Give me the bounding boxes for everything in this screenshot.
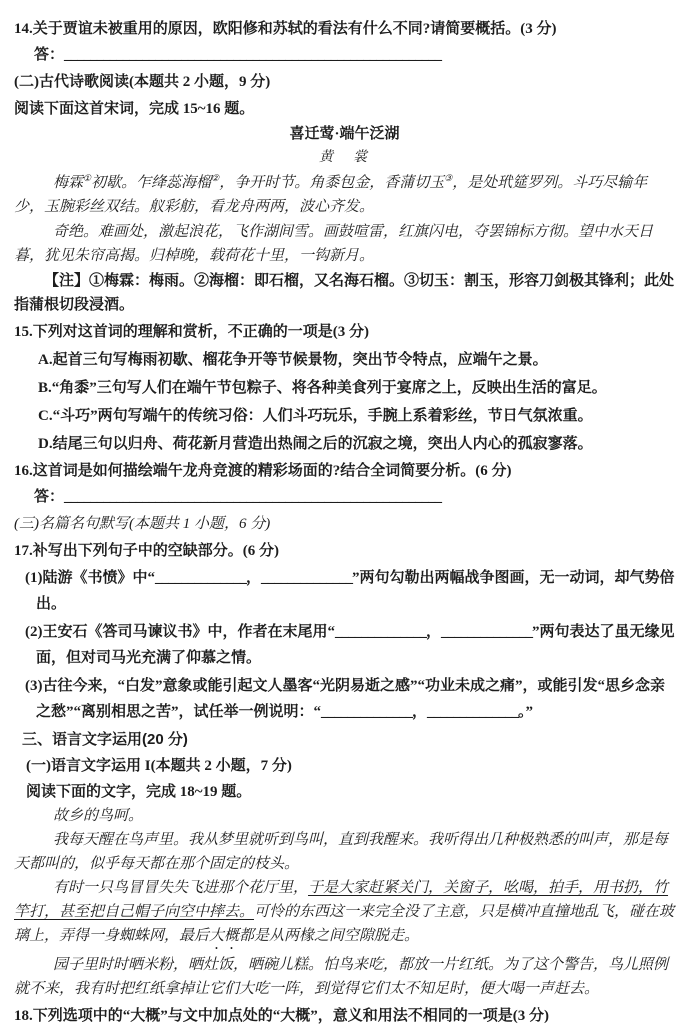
item-text: ， [246,570,262,586]
poem-stanza-1 [14,171,675,219]
question-17-item-1 [14,565,675,617]
fill-in-blank: ______________ [441,624,533,640]
part-three-sub-heading: (一)语言文字运用 I(本题共 2 小题，7 分) [26,758,292,774]
question-15-option-d: D.结尾三句以归舟、荷花新月营造出热闹之后的沉寂之境，突出人内心的孤寂寥落。 [38,436,593,452]
question-14-answer-row [14,43,675,67]
poem-text: 初歇。乍绛蕊海榴 [91,175,212,191]
item-text: ”两句表达了虽无缘见面，但对司马光充满了仰慕之情。 [36,624,675,666]
part-three-heading: 三、语言文字运用(20 分) [22,731,188,748]
fill-in-blank: ______________ [427,704,519,720]
passage-paragraph-1: 故乡的鸟呵。 [53,808,144,824]
question-16-stem: 16.这首词是如何描绘端午龙舟竞渡的精彩场面的?结合全词简要分析。(6 分) [14,463,512,479]
question-15-option-c: C.“斗巧”两句写端午的传统习俗：人们斗巧玩乐，手腕上系着彩丝，节日气氛浓重。 [38,408,593,424]
passage-text: 都是从两椽之间空隙脱走。 [239,928,420,944]
item-text: ， [412,704,428,720]
passage-paragraph-2: 我每天醒在鸟声里。我从梦里就听到鸟叫，直到我醒来。我听得出几种极熟悉的叫声，那是每天都叫的，似乎每天都在那个固定的枝头。 [14,832,669,872]
poem-author: 黄 裳 [319,150,370,165]
dot-emphasized-word: 大概 [209,928,240,944]
section-3-heading: (三)名篇名句默写(本题共 1 小题，6 分) [14,516,271,532]
answer-blank-line: __________________________________________________________ [64,489,442,505]
item-text: ”两句勾勒出两幅战争图画，无一动词，却气势倍出。 [36,570,675,612]
answer-label: 答： [34,47,65,63]
question-17-item-2 [14,619,675,671]
fill-in-blank: ______________ [155,570,246,586]
note-ref-1: ① [83,173,92,183]
question-17-stem: 17.补写出下列句子中的空缺部分。(6 分) [14,543,279,559]
question-15-option-a: A.起首三句写梅雨初歇、榴花争开等节候景物，突出节令特点，应端午之景。 [38,352,548,368]
poem-title: 喜迁莺·端午泛湖 [289,126,400,142]
note-ref-3: ③ [444,173,453,183]
fill-in-blank: ______________ [321,704,413,720]
poem-text: ，争开时节。角黍包金，香蒲切玉 [219,175,445,191]
item-text: (3)古往今来，“白发”意象或能引起文人墨客“光阴易逝之感”“功业未成之痛”，或能引发“思乡念亲之愁”“离别相思之苦”，试任举一例说明：“ [25,678,665,720]
note-ref-2: ② [211,173,220,183]
passage-paragraph-4: 园子里时时晒米粉，晒灶饭，晒碗儿糕。怕鸟来吃，都放一片红纸。为了这个警告，鸟儿照例就不来，我有时把红纸拿掉让它们大吃一阵，到觉得它们太不知足时，便大喝一声赶去。 [14,957,669,997]
item-text: 。” [518,704,534,720]
section-2-heading: (二)古代诗歌阅读(本题共 2 小题，9 分) [14,74,271,90]
question-15-option-b: B.“角黍”三句写人们在端午节包粽子、将各种美食列于宴席之上，反映出生活的富足。 [38,380,607,396]
poem-text: ，是处玳筵罗列。斗巧尽输年少，玉腕彩丝双结。舣彩舫，看龙舟两两，波心齐发。 [14,175,648,215]
section-2-intro: 阅读下面这首宋词，完成 15~16 题。 [14,101,255,117]
question-16-answer-row [14,485,675,509]
question-15-stem: 15.下列对这首词的理解和赏析，不正确的一项是(3 分) [14,324,369,340]
fill-in-blank: ______________ [335,624,426,640]
part-three-intro: 阅读下面的文字，完成 18~19 题。 [26,784,252,800]
poem-stanza-2: 奇绝。难画处，激起浪花，飞作湖间雪。画鼓喧雷，红旗闪电，夺罢锦标方彻。望中水天日暮，犹见朱帘高揭。归棹晚，载荷花十里，一钩新月。 [14,224,654,264]
poem-footnote: 【注】①梅霖：梅雨。②海榴：即石榴，又名海石榴。③切玉：割玉，形容刀剑极其锋利；此处指蒲根切段浸酒。 [14,273,675,313]
item-text: (2)王安石《答司马谏议书》中，作者在末尾用“ [25,624,335,640]
question-17-item-3 [14,673,675,725]
question-18-stem: 18.下列选项中的“大概”与文中加点处的“大概”，意义和用法不相同的一项是(3 分) [14,1008,549,1024]
fill-in-blank: ______________ [261,570,353,586]
item-text: (1)陆游《书愤》中“ [25,570,155,586]
question-14-stem: 14.关于贾谊未被重用的原因，欧阳修和苏轼的看法有什么不同?请简要概括。(3 分) [14,21,557,37]
passage-text: 有时一只鸟冒冒失失飞进那个花厅里， [53,880,309,896]
passage-text: 可怜的东西这一来完全没了主意，只是横冲直撞地乱飞，碰在玻璃上，弄得一身蜘蛛网，最后 [14,904,675,944]
passage-paragraph-3 [14,876,675,953]
answer-blank-line: __________________________________________________________ [64,47,442,63]
underlined-phrase: 于是大家赶紧关门，关窗子，吆喝，拍手，用书扔，竹竿打，甚至把自己帽子向空中摔去。 [14,880,669,920]
item-text: ， [426,624,442,640]
poem-text: 梅霖 [53,175,84,191]
answer-label: 答： [34,489,65,505]
